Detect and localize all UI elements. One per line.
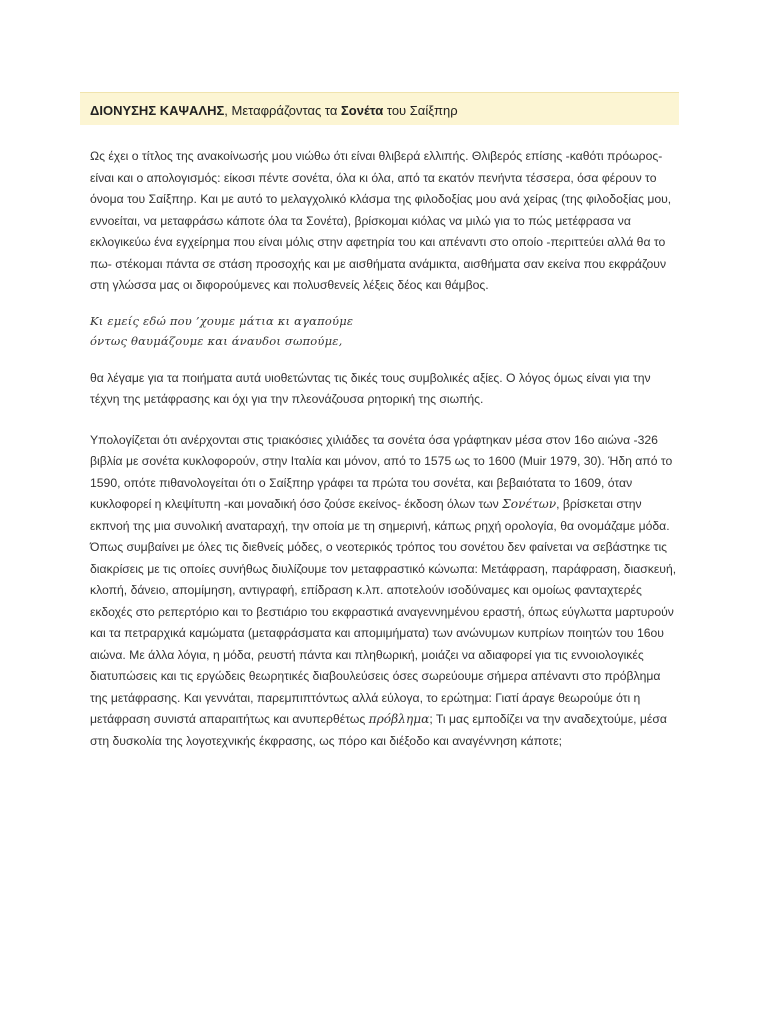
author-name: ΔΙΟΝΥΣΗΣ ΚΑΨΑΛΗΣ — [90, 103, 225, 118]
paragraph-3-part-2: , βρίσκεται στην εκπνοή της μια συνολική αναταραχή, την οποία με τη σημερινή, κάπως ρηχή ορολογία, θα ονομάζαμε μόδα. Όπως συμβαίνει με όλες τις διεθνείς μόδες, ο νεοτερικός τρόπος του σονέτου δεν φαίνεται να σεβάστηκε τις διακρίσεις με τις οποίες συνήθως διυλίζουμε τον μεταφραστικό κώνωπα: Μετάφραση, παράφραση, διασκευή, κλοπή, δάνειο, απομίμηση, αντιγραφή, επίδραση κ.λπ. αποτελούν ισοδύναμες και ομοίως φανταχτερές εκδοχές στο ρεπερτόριο και το βεστιάριο του εκφραστικά αναγεννημένου εραστή, όπως εύγλωττα μαρτυρούν και τα πετραρχικά καμώματα (μεταφράσματα και απομιμήματα) των ανώνυμων κυπρίων ποιητών του 16ου αιώνα. Με άλλα λόγια, η μόδα, ρευστή πάντα και πληθωρική, μοιάζει να αδιαφορεί για τις εννοιολογικές διατυπώσεις και τις εργώδεις θεωρητικές διαβουλεύσεις όσες σωρεύουμε σήμερα απέναντι στο πρόβλημα της μετάφρασης. Και γεννάται, παρεμπιπτόντως αλλά εύλογα, το ερώτημα: Γιατί άραγε θεωρούμε ότι η μετάφραση συνιστά απαραιτήτως και ανυπερθέτως — [90, 497, 677, 726]
article-title-bar — [80, 92, 679, 125]
poem-quote — [90, 311, 680, 351]
poem-line-1: Κι εμείς εδώ που ’χουμε μάτια κι αγαπούμε — [90, 313, 354, 328]
title-keyword: Σονέτα — [340, 103, 384, 118]
paragraph-2: θα λέγαμε για τα ποιήματα αυτά υιοθετώντας τις δικές τους συμβολικές αξίες. Ο λόγος όμως είναι για την τέχνη της μετάφρασης και όχι για την πλεονάζουσα ρητορική της σιωπής. — [90, 370, 651, 406]
italic-sonnets: Σονέτων — [502, 497, 557, 511]
paragraph-3-part-3: ; Τι μας εμποδίζει να την αναδεχτούμε, μέσα στη δυσκολία της λογοτεχνικής έκφρασης, ως πόρο και διέξοδο και αναγέννηση κάποτε; — [90, 712, 667, 748]
title-prefix: Μεταφράζοντας τα — [231, 103, 341, 118]
paragraph-1: Ως έχει ο τίτλος της ανακοίνωσής μου νιώθω ότι είναι θλιβερά ελλιπής. Θλιβερός επίσης -καθότι πρόωρος- είναι και ο απολογισμός: είκοσι πέντε σονέτα, όλα κι όλα, από τα εκατόν πενήντα τέσσερα, όσα φέρουν το όνομα του Σαίξπηρ. Και με αυτό το μελαγχολικό κλάσμα της φιλοδοξίας μου ανά χείρας (της φιλοδοξίας μου, εννοείται, να μεταφράσω κάποτε όλα τα Σονέτα), βρίσκομαι κιόλας να μιλώ για το πώς μετέφρασα να εκλογικεύω ένα εγχείρημα που είναι μόλις στην αφετηρία του και απέναντι στο οποίο -περιττεύει αλλά θα το πω- στέκομαι πάντα σε στάση προσοχής και με αισθήματα ανάμικτα, αισθήματα σαν εκείνα που εκφράζουν στη γλώσσα μας οι διφορούμενες και πολυσθενείς λέξεις δέος και θάμβος. — [90, 149, 672, 292]
poem-line-2: όντως θαυμάζουμε και άναυδοι σωπούμε, — [90, 333, 343, 348]
paragraph-3-part-1: Υπολογίζεται ότι ανέρχονται στις τριακόσιες χιλιάδες τα σονέτα όσα γράφτηκαν μέσα στον 16ο αιώνα -326 βιβλία με σονέτα κυκλοφορούν, στην Ιταλία και μόνον, από το 1575 ως το 1600 (Muir 1979, 30). Ήδη από το 1590, οπότε πιθανολογείται ότι ο Σαίξπηρ γράφει τα πρώτα του σονέτα, και βεβαιότατα το 1609, όταν κυκλοφορεί η κλεψίτυπη -και μοναδική όσο ζούσε εκείνος- έκδοση όλων των — [90, 432, 673, 511]
title-suffix: του Σαίξπηρ — [383, 103, 458, 118]
title-separator: , — [224, 103, 232, 118]
article-body — [90, 146, 680, 752]
italic-problem: πρόβλημα — [368, 712, 430, 726]
paragraph-3 — [90, 430, 680, 753]
